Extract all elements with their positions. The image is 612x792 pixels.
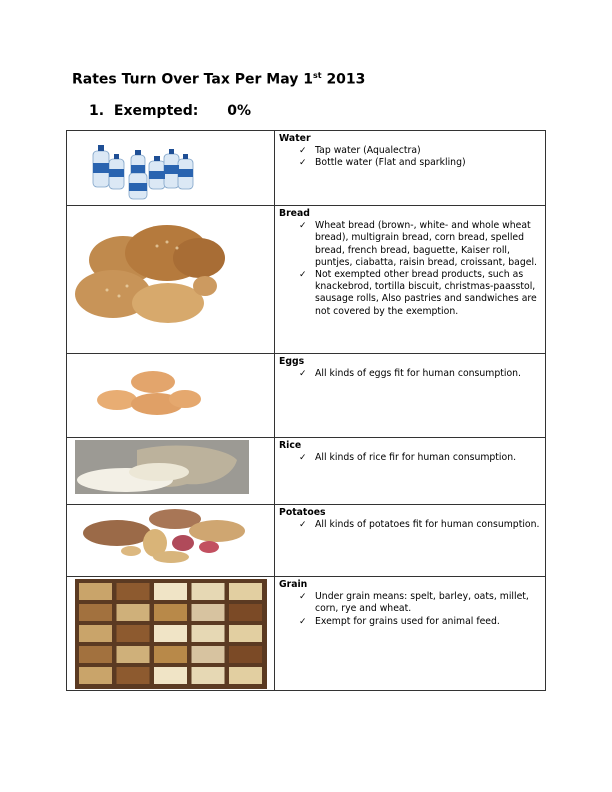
rice-sack-image (67, 438, 274, 505)
water-bottles-image (67, 131, 274, 206)
eggs-text-cell (275, 354, 546, 438)
water-text-cell (275, 131, 546, 206)
list-item: ✓ Not exempted other bread products, such as knackebrod, tortilla biscuit, christmas-paasstol, sausage rolls, Also pastries and sandwiches are not covered by the exemption. (315, 269, 541, 318)
page-title (72, 71, 365, 88)
list-item: ✓ Bottle water (Flat and sparkling) (315, 157, 541, 169)
section-rate: 0% (227, 103, 252, 119)
list-item: ✓ All kinds of rice fir for human consumption. (315, 452, 541, 464)
title-text: Rates Turn Over Tax Per May 1 (72, 71, 313, 88)
list-item: ✓ Wheat bread (brown-, white- and whole wheat bread), multigrain bread, corn bread, spelled bread, french bread, baguette, Kaiser roll, puntjes, ciabatta, raisin bread, croissant, bagel. (315, 220, 541, 269)
table-row-grain (67, 577, 546, 691)
table-row-eggs (67, 354, 546, 438)
bread-items-list (279, 220, 541, 318)
category-eggs: Eggs (279, 356, 305, 367)
eggs-image (67, 354, 274, 438)
section-heading (89, 103, 251, 119)
category-bread: Bread (279, 208, 310, 219)
grain-items-list (279, 591, 541, 628)
potatoes-text-cell (275, 505, 546, 577)
table-row-water (67, 131, 546, 206)
rice-image-cell (67, 438, 275, 505)
title-superscript: st (312, 71, 322, 80)
water-image-cell (67, 131, 275, 206)
category-grain: Grain (279, 579, 308, 590)
section-label: Exempted: (113, 103, 199, 119)
table-row-rice (67, 438, 546, 505)
grain-image-cell (67, 577, 275, 691)
category-potatoes: Potatoes (279, 507, 326, 518)
table-row-potatoes (67, 505, 546, 577)
bread-text-cell (275, 206, 546, 354)
rice-text-cell (275, 438, 546, 505)
list-item: ✓ All kinds of eggs fit for human consumption. (315, 368, 541, 380)
list-item: ✓ Under grain means: spelt, barley, oats, millet, corn, rye and wheat. (315, 591, 541, 615)
list-item: ✓ Exempt for grains used for animal feed. (315, 616, 541, 628)
grain-text-cell (275, 577, 546, 691)
water-items-list (279, 145, 541, 169)
category-rice: Rice (279, 440, 302, 451)
section-number: 1. (89, 103, 105, 119)
eggs-items-list (279, 368, 541, 380)
grain-box-image (67, 577, 274, 691)
category-water: Water (279, 133, 311, 144)
potatoes-items-list (279, 519, 541, 531)
table-row-bread (67, 206, 546, 354)
potatoes-image (67, 505, 274, 577)
rice-items-list (279, 452, 541, 464)
exempted-items-table (66, 130, 546, 691)
bread-image-cell (67, 206, 275, 354)
potatoes-image-cell (67, 505, 275, 577)
list-item: ✓ All kinds of potatoes fit for human consumption. (315, 519, 541, 531)
list-item: ✓ Tap water (Aqualectra) (315, 145, 541, 157)
title-year: 2013 (326, 71, 366, 88)
bread-image (67, 206, 274, 354)
eggs-image-cell (67, 354, 275, 438)
